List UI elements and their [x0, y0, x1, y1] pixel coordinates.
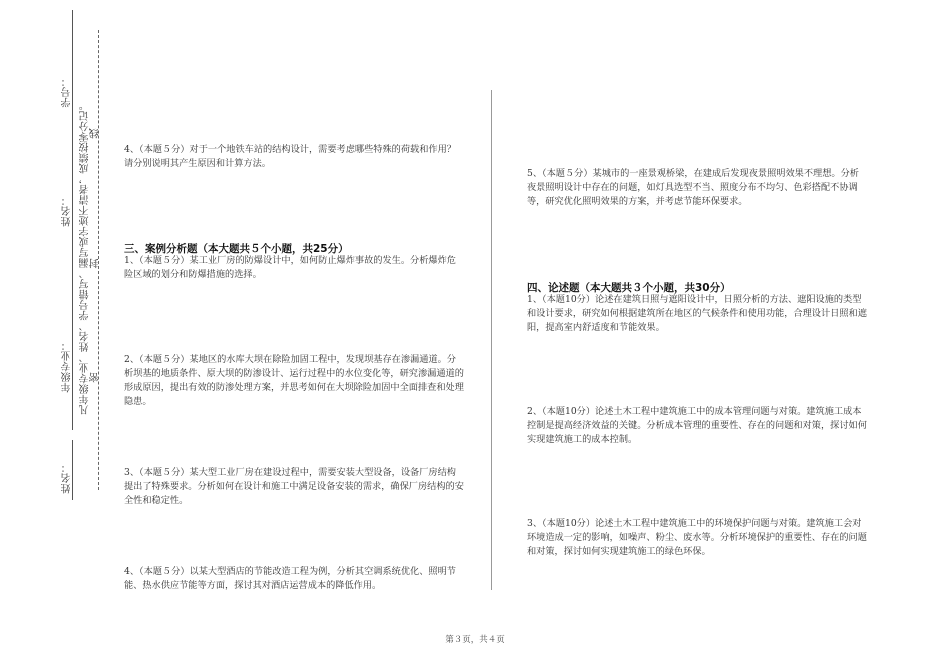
case-question-1: 1、（本题５分）某工业厂房的防爆设计中，如何防止爆炸事故的发生。分析爆炸危险区域的划分和防爆措施的选择。 [124, 255, 456, 280]
case-question-5: 5、（本题５分）某城市的一座景观桥梁，在建成后发现夜景照明效果不理想。分析夜景照明设计中存在的问题，如灯具选型不当、照度分布不均匀、色彩搭配不协调等，研究优化照明效果的方案，并考虑节能环保要求。 [527, 168, 859, 207]
binding-dashed-line [98, 30, 99, 490]
name-label-2: 姓名： [62, 462, 73, 494]
page-number: 第３页，共４页 [445, 635, 505, 645]
essay-question-2: 2、（本题10分）论述土木工程中建筑施工中的成本管理问题与对策。建筑施工成本控制是提高经济效益的关键。分析成本管理的重要性、存在的问题和对策，探讨如何实现建筑施工的成本控制。 [527, 406, 867, 445]
grade-major-label: 年级专业： [62, 340, 73, 393]
section-3-heading: 三、案例分析题（本大题共５个小题，共25分） [124, 243, 349, 255]
binding-notice: 凡年级专业、姓名、学号错写、漏写或字迹不清者，成绩按零分记。 [80, 100, 91, 415]
name-label: 姓名： [62, 195, 73, 227]
essay-question-1: 1、（本题10分）论述在建筑日照与遮阳设计中，日照分析的方法、遮阳设施的类型和设计要求，研究如何根据建筑所在地区的气候条件和使用功能，合理设计日照和遮阳，提高室内舒适度和节能效果。 [527, 294, 867, 333]
column-separator [491, 90, 492, 590]
question-4-structural: 4、（本题５分）对于一个地铁车站的结构设计，需要考虑哪些特殊的荷载和作用？请分别说明其产生原因和计算方法。 [124, 144, 456, 169]
case-question-3: 3、（本题５分）某大型工业厂房在建设过程中，需要安装大型设备，设备厂房结构提出了特殊要求。分析如何在设计和施工中满足设备安装的需求，确保厂房结构的安全性和稳定性。 [124, 467, 464, 506]
seal-mi: 密 [90, 372, 101, 383]
essay-question-3: 3、（本题10分）论述土木工程中建筑施工中的环境保护问题与对策。建筑施工会对环境造成一定的影响，如噪声、粉尘、废水等。分析环境保护的重要性、存在的问题和对策，探讨如何实现建筑施工的绿色环保。 [527, 518, 867, 557]
case-question-4: 4、（本题５分）以某大型酒店的节能改造工程为例，分析其空调系统优化、照明节能、热水供应节能等方面，探讨其对酒店运营成本的降低作用。 [124, 566, 456, 591]
seal-feng: 封 [90, 258, 101, 269]
binding-margin [0, 0, 110, 672]
seal-xian: 线 [90, 128, 101, 139]
case-question-2: 2、（本题５分）某地区的水库大坝在除险加固工程中，发现坝基存在渗漏通道。分析坝基的地质条件、原大坝的防渗设计、运行过程中的水位变化等，研究渗漏通道的形成原因，提出有效的防渗处理方案，并思考如何在大坝除险加固中全面排查和处理隐患。 [124, 354, 464, 407]
section-4-heading: 四、论述题（本大题共３个小题，共30分） [527, 282, 731, 294]
student-id-label: 学号： [62, 76, 73, 108]
